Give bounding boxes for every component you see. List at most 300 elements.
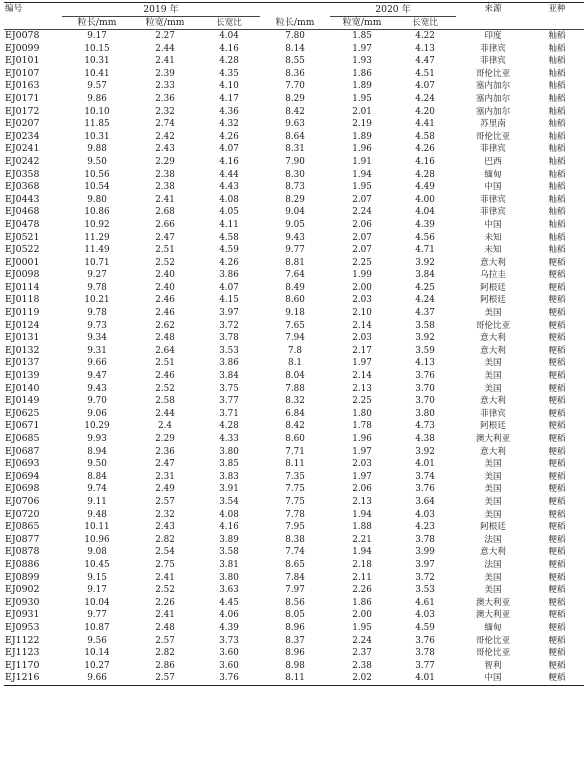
cell-wid-2020: 2.24	[352, 635, 372, 646]
cell-len-2020: 7.35	[285, 471, 305, 482]
cell-len-2019: 10.21	[84, 295, 110, 306]
table-row	[4, 93, 584, 106]
cell-ratio-2020: 3.76	[415, 635, 435, 646]
cell-source: 美国	[484, 308, 502, 319]
cell-ratio-2019: 3.60	[219, 648, 239, 659]
cell-wid-2019: 2.43	[155, 522, 175, 533]
cell-id: EJ0720	[5, 508, 40, 520]
cell-wid-2019: 2.33	[155, 81, 175, 92]
cell-id: EJ0671	[5, 420, 40, 432]
cell-wid-2020: 1.95	[352, 182, 372, 193]
cell-wid-2019: 2.48	[155, 333, 175, 344]
cell-len-2019: 9.56	[87, 635, 107, 646]
cell-len-2020: 8.29	[285, 194, 305, 205]
table-row	[4, 206, 584, 219]
cell-source: 意大利	[480, 446, 506, 457]
table-row	[4, 282, 584, 295]
cell-ratio-2020: 3.92	[415, 333, 435, 344]
cell-ratio-2019: 3.91	[219, 484, 239, 495]
cell-ratio-2020: 4.25	[415, 282, 435, 293]
table-row	[4, 143, 584, 156]
cell-ratio-2020: 4.24	[415, 295, 435, 306]
cell-source: 塞内加尔	[475, 106, 511, 117]
cell-ratio-2020: 3.70	[415, 396, 435, 407]
cell-id: EJ0172	[5, 105, 40, 117]
cell-ratio-2020: 4.56	[415, 232, 435, 243]
cell-ratio-2020: 3.76	[415, 484, 435, 495]
cell-len-2020: 9.18	[285, 308, 305, 319]
cell-id: EJ0902	[5, 584, 40, 596]
cell-len-2019: 10.92	[84, 219, 110, 230]
cell-ratio-2019: 3.73	[219, 635, 239, 646]
cell-len-2019: 8.84	[87, 471, 107, 482]
cell-len-2020: 8.05	[285, 610, 305, 621]
cell-subspecies: 粳稻	[548, 270, 566, 281]
cell-source: 哥伦比亚	[475, 131, 511, 142]
cell-ratio-2019: 4.08	[219, 509, 239, 520]
cell-source: 澳大利亚	[475, 610, 511, 621]
table-row	[4, 559, 584, 572]
cell-source: 缅甸	[484, 622, 502, 633]
cell-len-2019: 10.54	[84, 182, 110, 193]
cell-ratio-2020: 4.03	[415, 509, 435, 520]
cell-wid-2019: 2.46	[155, 295, 175, 306]
cell-len-2020: 8.60	[285, 295, 305, 306]
cell-len-2019: 9.17	[87, 31, 107, 41]
table-body	[4, 30, 584, 686]
cell-wid-2020: 1.96	[352, 144, 372, 155]
cell-ratio-2020: 3.84	[415, 270, 435, 281]
cell-wid-2020: 2.25	[352, 396, 372, 407]
cell-wid-2020: 2.17	[352, 345, 372, 356]
cell-subspecies: 粳稻	[548, 434, 566, 444]
header-2019-width: 粒宽/mm	[145, 17, 185, 28]
cell-ratio-2020: 4.59	[415, 622, 435, 633]
cell-len-2020: 8.32	[285, 396, 305, 407]
cell-len-2020: 9.63	[285, 119, 305, 130]
cell-subspecies: 粳稻	[548, 371, 566, 382]
cell-len-2019: 10.86	[84, 207, 110, 218]
table-row	[4, 30, 584, 43]
cell-wid-2020: 1.80	[352, 408, 372, 419]
cell-len-2020: 8.56	[285, 597, 305, 608]
cell-source: 哥伦比亚	[475, 320, 511, 331]
cell-len-2019: 9.31	[87, 345, 107, 356]
cell-ratio-2020: 3.64	[415, 496, 435, 507]
cell-wid-2020: 1.89	[352, 131, 372, 142]
cell-source: 乌拉圭	[480, 270, 506, 281]
cell-wid-2019: 2.29	[155, 156, 175, 167]
cell-wid-2020: 2.00	[352, 610, 372, 621]
cell-wid-2019: 2.4	[158, 421, 172, 432]
cell-ratio-2020: 3.58	[415, 320, 435, 331]
cell-source: 法国	[484, 559, 502, 570]
cell-ratio-2020: 4.61	[415, 597, 435, 608]
cell-ratio-2019: 3.86	[219, 358, 239, 369]
cell-id: EJ0953	[5, 621, 40, 633]
cell-subspecies: 粳稻	[548, 295, 566, 306]
table-row	[4, 80, 584, 93]
cell-wid-2020: 1.97	[352, 358, 372, 369]
cell-len-2020: 8.65	[285, 559, 305, 570]
table-row	[4, 68, 584, 81]
header-2020-ratio: 长宽比	[412, 18, 438, 28]
cell-ratio-2019: 3.83	[219, 471, 239, 482]
cell-source: 印度	[484, 31, 502, 41]
cell-ratio-2020: 4.26	[415, 144, 435, 155]
cell-len-2020: 7.88	[285, 383, 305, 394]
cell-wid-2020: 2.24	[352, 207, 372, 218]
cell-source: 美国	[484, 585, 502, 596]
cell-ratio-2020: 4.13	[415, 358, 435, 369]
cell-subspecies: 粳稻	[548, 459, 566, 470]
cell-subspecies: 粳稻	[548, 446, 566, 457]
table-row	[4, 257, 584, 270]
cell-len-2020: 7.97	[285, 585, 305, 596]
cell-subspecies: 粳稻	[548, 396, 566, 407]
cell-len-2020: 8.55	[285, 56, 305, 67]
cell-len-2019: 9.27	[87, 270, 107, 281]
table-row	[4, 446, 584, 459]
cell-wid-2019: 2.40	[155, 270, 175, 281]
table-row	[4, 383, 584, 396]
cell-id: EJ0693	[5, 458, 40, 470]
cell-len-2019: 10.14	[84, 648, 110, 659]
cell-len-2020: 8.81	[285, 257, 305, 268]
cell-ratio-2020: 3.92	[415, 257, 435, 268]
header-2020-length: 粒长/mm	[275, 16, 315, 28]
cell-id: EJ0478	[5, 218, 40, 230]
cell-len-2020: 7.70	[285, 81, 305, 92]
cell-ratio-2020: 4.23	[415, 522, 435, 533]
cell-id: EJ0522	[5, 244, 40, 256]
cell-ratio-2019: 3.71	[219, 408, 239, 419]
cell-len-2019: 9.70	[87, 396, 107, 407]
cell-ratio-2020: 4.20	[415, 106, 435, 117]
cell-wid-2019: 2.46	[155, 308, 175, 319]
cell-wid-2020: 2.06	[352, 484, 372, 495]
cell-source: 美国	[484, 496, 502, 507]
cell-len-2019: 9.34	[87, 333, 107, 344]
cell-source: 菲律宾	[480, 56, 506, 67]
cell-id: EJ0001	[5, 256, 40, 268]
cell-id: EJ0107	[5, 67, 40, 79]
cell-len-2019: 10.31	[84, 131, 110, 142]
table-row	[4, 509, 584, 522]
cell-subspecies: 粳稻	[548, 610, 566, 621]
cell-wid-2019: 2.66	[155, 219, 175, 230]
cell-ratio-2020: 3.80	[415, 408, 435, 419]
cell-id: EJ0124	[5, 319, 40, 331]
cell-ratio-2020: 4.04	[415, 207, 435, 218]
cell-source: 塞内加尔	[475, 93, 511, 104]
cell-wid-2020: 2.01	[352, 106, 372, 117]
cell-id: EJ0171	[5, 92, 40, 104]
cell-id: EJ0698	[5, 483, 40, 495]
cell-subspecies: 粳稻	[548, 333, 566, 344]
cell-ratio-2020: 4.16	[415, 156, 435, 167]
header-2020-width: 粒宽/mm	[342, 17, 382, 28]
cell-id: EJ0468	[5, 206, 40, 218]
cell-ratio-2020: 4.00	[415, 194, 435, 205]
cell-source: 阿根廷	[480, 421, 506, 432]
cell-subspecies: 粳稻	[548, 559, 566, 570]
cell-ratio-2019: 4.26	[219, 131, 239, 142]
cell-wid-2020: 2.07	[352, 245, 372, 256]
cell-wid-2020: 1.88	[352, 522, 372, 533]
cell-len-2019: 9.08	[87, 547, 107, 558]
cell-ratio-2019: 4.07	[219, 282, 239, 293]
cell-ratio-2019: 4.28	[219, 421, 239, 432]
cell-ratio-2019: 3.58	[219, 547, 239, 558]
table-row	[4, 483, 584, 496]
cell-subspecies: 籼稻	[548, 207, 566, 218]
cell-wid-2020: 1.99	[352, 270, 372, 281]
cell-ratio-2020: 4.41	[415, 119, 435, 130]
cell-wid-2020: 1.78	[352, 421, 372, 432]
cell-len-2020: 8.96	[285, 648, 305, 659]
table-row	[4, 357, 584, 370]
table-row	[4, 660, 584, 673]
cell-ratio-2019: 4.15	[219, 295, 239, 306]
cell-ratio-2019: 4.43	[219, 182, 239, 193]
cell-wid-2019: 2.62	[155, 320, 175, 331]
cell-id: EJ0930	[5, 596, 40, 608]
cell-len-2019: 10.31	[84, 56, 110, 67]
cell-len-2020: 8.11	[285, 459, 305, 470]
cell-subspecies: 籼稻	[548, 169, 566, 180]
header-subspecies: 亚种	[548, 4, 566, 15]
cell-wid-2020: 2.07	[352, 194, 372, 205]
cell-id: EJ0131	[5, 332, 40, 344]
cell-len-2020: 7.75	[285, 496, 305, 507]
cell-source: 菲律宾	[480, 408, 506, 419]
cell-len-2019: 10.29	[84, 421, 110, 432]
table-row	[4, 534, 584, 547]
table-row	[4, 181, 584, 194]
cell-len-2020: 7.65	[285, 320, 305, 331]
cell-ratio-2020: 3.92	[415, 446, 435, 457]
table-row	[4, 169, 584, 182]
table-row	[4, 332, 584, 345]
cell-ratio-2019: 4.33	[219, 434, 239, 444]
cell-wid-2019: 2.52	[155, 585, 175, 596]
header-id: 编号	[5, 4, 23, 15]
cell-len-2019: 11.49	[84, 245, 110, 256]
cell-wid-2020: 2.14	[352, 320, 372, 331]
cell-subspecies: 籼稻	[548, 68, 566, 79]
table-row	[4, 647, 584, 660]
cell-ratio-2019: 3.54	[219, 496, 239, 507]
cell-len-2020: 7.78	[285, 509, 305, 520]
cell-len-2020: 8.38	[285, 534, 305, 545]
cell-source: 塞内加尔	[475, 81, 511, 92]
cell-wid-2020: 1.86	[352, 68, 372, 79]
cell-subspecies: 粳稻	[548, 308, 566, 319]
cell-ratio-2020: 4.71	[415, 245, 435, 256]
cell-source: 阿根廷	[480, 522, 506, 533]
cell-ratio-2019: 3.97	[219, 308, 239, 319]
cell-wid-2019: 2.39	[155, 68, 175, 79]
cell-subspecies: 籼稻	[548, 119, 566, 130]
cell-source: 美国	[484, 509, 502, 520]
cell-id: EJ0706	[5, 495, 40, 507]
cell-ratio-2020: 4.47	[415, 56, 435, 67]
cell-ratio-2020: 4.39	[415, 219, 435, 230]
cell-subspecies: 粳稻	[548, 673, 566, 684]
cell-len-2019: 9.48	[87, 509, 107, 520]
cell-len-2020: 7.95	[285, 522, 305, 533]
table-row	[4, 194, 584, 207]
cell-wid-2019: 2.41	[155, 194, 175, 205]
cell-subspecies: 粳稻	[548, 648, 566, 659]
cell-len-2019: 9.11	[87, 496, 107, 507]
table-row	[4, 622, 584, 635]
cell-len-2019: 9.93	[87, 434, 107, 444]
table-row	[4, 307, 584, 320]
cell-id: EJ1123	[5, 647, 40, 659]
table-row	[4, 395, 584, 408]
cell-ratio-2019: 3.72	[219, 320, 239, 331]
cell-id: EJ0139	[5, 370, 40, 382]
table-row	[4, 219, 584, 232]
cell-id: EJ0099	[5, 42, 40, 54]
cell-len-2020: 7.90	[285, 156, 305, 167]
cell-len-2020: 8.14	[285, 43, 305, 54]
cell-subspecies: 粳稻	[548, 471, 566, 482]
cell-len-2020: 8.42	[285, 106, 305, 117]
cell-len-2019: 9.50	[87, 459, 107, 470]
cell-ratio-2020: 3.70	[415, 383, 435, 394]
cell-ratio-2019: 4.28	[219, 56, 239, 67]
cell-wid-2019: 2.68	[155, 207, 175, 218]
cell-id: EJ0685	[5, 433, 40, 444]
cell-wid-2019: 2.26	[155, 597, 175, 608]
cell-ratio-2020: 3.53	[415, 585, 435, 596]
cell-len-2020: 8.98	[285, 660, 305, 671]
cell-wid-2019: 2.42	[155, 131, 175, 142]
cell-source: 美国	[484, 471, 502, 482]
cell-wid-2020: 1.93	[352, 56, 372, 67]
cell-ratio-2019: 4.39	[219, 622, 239, 633]
cell-source: 美国	[484, 371, 502, 382]
cell-ratio-2019: 4.10	[219, 81, 239, 92]
cell-wid-2020: 1.97	[352, 471, 372, 482]
cell-len-2019: 9.86	[87, 93, 107, 104]
cell-wid-2020: 2.03	[352, 333, 372, 344]
cell-wid-2020: 2.14	[352, 371, 372, 382]
cell-source: 澳大利亚	[475, 434, 511, 444]
cell-wid-2020: 1.95	[352, 93, 372, 104]
cell-subspecies: 籼稻	[548, 232, 566, 243]
table-row	[4, 370, 584, 383]
header-row-fields	[4, 17, 584, 30]
cell-ratio-2019: 4.16	[219, 156, 239, 167]
cell-source: 哥伦比亚	[475, 648, 511, 659]
cell-id: EJ0078	[5, 30, 40, 41]
header-year-2019: 2019 年	[62, 3, 260, 17]
cell-source: 澳大利亚	[475, 597, 511, 608]
cell-source: 美国	[484, 383, 502, 394]
cell-wid-2020: 1.86	[352, 597, 372, 608]
cell-subspecies: 籼稻	[548, 194, 566, 205]
cell-id: EJ0241	[5, 143, 40, 155]
cell-ratio-2020: 3.99	[415, 547, 435, 558]
cell-len-2019: 9.66	[87, 358, 107, 369]
cell-len-2019: 10.87	[84, 622, 110, 633]
cell-ratio-2019: 4.59	[219, 245, 239, 256]
cell-len-2019: 10.96	[84, 534, 110, 545]
cell-wid-2020: 2.26	[352, 585, 372, 596]
cell-id: EJ1216	[5, 672, 40, 684]
cell-ratio-2019: 4.08	[219, 194, 239, 205]
cell-subspecies: 籼稻	[548, 93, 566, 104]
table-row	[4, 43, 584, 56]
cell-wid-2019: 2.47	[155, 232, 175, 243]
cell-id: EJ0358	[5, 168, 40, 180]
cell-id: EJ0687	[5, 445, 40, 457]
cell-ratio-2020: 4.58	[415, 131, 435, 142]
cell-ratio-2020: 4.24	[415, 93, 435, 104]
cell-ratio-2020: 3.74	[415, 471, 435, 482]
cell-subspecies: 籼稻	[548, 56, 566, 67]
cell-ratio-2019: 4.06	[219, 610, 239, 621]
cell-len-2020: 8.96	[285, 622, 305, 633]
cell-ratio-2019: 3.76	[219, 673, 239, 684]
cell-wid-2019: 2.48	[155, 622, 175, 633]
cell-id: EJ0521	[5, 231, 40, 243]
table-row	[4, 232, 584, 245]
cell-subspecies: 粳稻	[548, 257, 566, 268]
cell-len-2020: 7.71	[285, 446, 305, 457]
cell-wid-2019: 2.51	[155, 245, 175, 256]
cell-ratio-2019: 3.86	[219, 270, 239, 281]
table-row	[4, 244, 584, 257]
cell-len-2019: 10.71	[84, 257, 110, 268]
cell-wid-2020: 1.91	[352, 156, 372, 167]
cell-subspecies: 粳稻	[548, 585, 566, 596]
cell-subspecies: 粳稻	[548, 383, 566, 394]
cell-ratio-2020: 4.13	[415, 43, 435, 54]
cell-source: 意大利	[480, 345, 506, 356]
cell-source: 中国	[484, 182, 502, 193]
cell-wid-2019: 2.57	[155, 673, 175, 684]
cell-ratio-2020: 3.59	[415, 345, 435, 356]
cell-wid-2020: 2.03	[352, 295, 372, 306]
table-row	[4, 672, 584, 685]
cell-len-2020: 8.64	[285, 131, 305, 142]
cell-wid-2020: 1.97	[352, 43, 372, 54]
cell-id: EJ0140	[5, 382, 40, 394]
cell-wid-2020: 1.85	[352, 31, 372, 41]
cell-len-2020: 8.31	[285, 144, 305, 155]
cell-ratio-2019: 4.07	[219, 144, 239, 155]
cell-id: EJ1170	[5, 659, 40, 671]
cell-len-2019: 9.78	[87, 308, 107, 319]
cell-len-2020: 8.29	[285, 93, 305, 104]
cell-id: EJ0886	[5, 558, 40, 570]
header-source: 来源	[484, 4, 502, 15]
cell-id: EJ0234	[5, 130, 40, 142]
table-row	[4, 55, 584, 68]
cell-ratio-2020: 4.07	[415, 81, 435, 92]
cell-id: EJ0625	[5, 407, 40, 419]
cell-source: 未知	[484, 232, 502, 243]
header-row-groups	[4, 3, 584, 17]
cell-subspecies: 粳稻	[548, 635, 566, 646]
cell-subspecies: 籼稻	[548, 144, 566, 155]
cell-wid-2020: 2.25	[352, 257, 372, 268]
